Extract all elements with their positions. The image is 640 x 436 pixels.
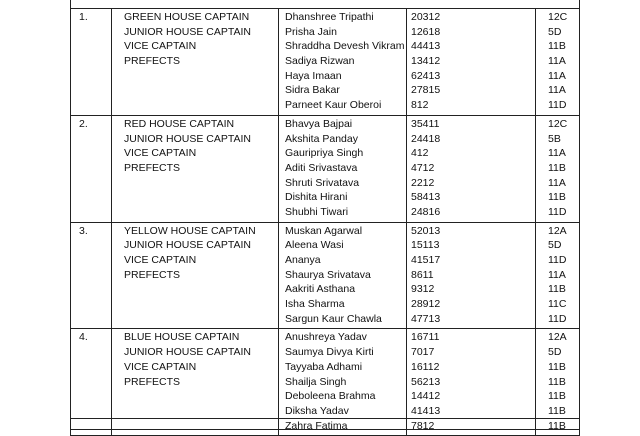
class-section: 11D [548, 99, 567, 112]
student-name: Aditi Srivastava [285, 161, 358, 174]
serial-number-cell [71, 222, 112, 329]
table-top-edge [70, 0, 580, 8]
class-section: 11B [548, 375, 566, 388]
admission-number: 35411 [411, 117, 440, 130]
student-name: Isha Sharma [285, 298, 345, 311]
admission-number: 9312 [411, 283, 435, 296]
house-group-row [71, 222, 580, 329]
class-section: 11B [548, 404, 566, 417]
student-name: Shaurya Srivatava [285, 268, 371, 281]
serial-number-cell [71, 9, 112, 116]
house-group-row [71, 115, 580, 222]
post-title: JUNIOR HOUSE CAPTAIN [124, 239, 251, 252]
admission-number: 16711 [411, 331, 440, 344]
student-name: Sargun Kaur Chawla [285, 312, 382, 325]
post-title: JUNIOR HOUSE CAPTAIN [124, 132, 251, 145]
class-section: 12C [548, 11, 568, 23]
student-name: Anushreya Yadav [285, 331, 367, 344]
admission-number: 13412 [411, 55, 441, 68]
admission-number-cell [407, 115, 536, 222]
post-title: GREEN HOUSE CAPTAIN [124, 11, 250, 23]
class-section-cell [536, 9, 580, 116]
class-section: 11B [548, 419, 566, 432]
class-section: 5D [548, 346, 562, 359]
admission-number: 24816 [411, 205, 441, 218]
admission-number: 58413 [411, 191, 441, 204]
admission-number: 41517 [411, 254, 441, 266]
class-section: 5D [548, 25, 562, 38]
student-name: Sadiya Rizwan [285, 55, 355, 68]
student-name: Parneet Kaur Oberoi [285, 99, 382, 112]
student-name: Saumya Divya Kirti [285, 346, 374, 359]
class-section: 11B [548, 360, 566, 373]
post-title: JUNIOR HOUSE CAPTAIN [124, 25, 251, 38]
admission-number: 2212 [411, 176, 435, 189]
class-section: 11C [548, 298, 567, 311]
serial-number: 3. [79, 224, 88, 237]
post-title-cell [112, 222, 279, 329]
admission-number: 44413 [411, 40, 441, 53]
admission-number: 28912 [411, 298, 441, 311]
student-name-cell [279, 222, 407, 329]
student-name: Muskan Agarwal [285, 224, 363, 237]
serial-number: 1. [79, 11, 88, 23]
post-title: PREFECTS [124, 55, 181, 68]
student-name: Gauripriya Singh [285, 147, 364, 160]
post-title: PREFECTS [124, 268, 181, 281]
post-title: VICE CAPTAIN [124, 147, 197, 160]
admission-number: 14412 [411, 390, 441, 403]
post-title: JUNIOR HOUSE CAPTAIN [124, 346, 251, 359]
admission-number: 24418 [411, 132, 441, 145]
class-section: 11B [548, 191, 566, 204]
student-name: Sidra Bakar [285, 84, 340, 97]
admission-number: 52013 [411, 224, 441, 237]
admission-number: 20312 [411, 11, 441, 23]
class-section: 11A [548, 147, 566, 160]
class-section: 11A [548, 84, 566, 97]
admission-number: 41413 [411, 404, 441, 417]
house-group-row [71, 9, 580, 116]
class-section: 11B [548, 390, 566, 403]
student-name: Zahra Fatima [285, 419, 348, 432]
student-name: Haya Imaan [285, 69, 342, 82]
student-name: Bhavya Bajpai [285, 117, 353, 130]
class-section: 12A [548, 331, 567, 344]
student-name: Shubhi Tiwari [285, 205, 349, 218]
class-section: 11D [548, 312, 567, 325]
serial-number: 2. [79, 117, 88, 130]
admission-number: 16112 [411, 360, 440, 373]
student-name: Aakriti Asthana [285, 283, 356, 296]
admission-number: 27815 [411, 84, 441, 97]
admission-number: 7812 [411, 419, 435, 432]
class-section: 5D [548, 239, 562, 252]
class-section: 12A [548, 224, 567, 237]
student-name: Dishita Hirani [285, 191, 348, 204]
next-table-edge [70, 418, 580, 430]
student-name: Diksha Yadav [285, 404, 349, 417]
admission-number: 8611 [411, 268, 434, 281]
post-title: VICE CAPTAIN [124, 254, 197, 266]
class-section: 11B [548, 283, 566, 296]
post-title-cell [112, 9, 279, 116]
admission-number: 62413 [411, 69, 441, 82]
post-title-cell [112, 115, 279, 222]
student-name-cell [279, 9, 407, 116]
post-title: VICE CAPTAIN [124, 360, 197, 373]
class-section-cell [536, 115, 580, 222]
admission-number: 412 [411, 147, 429, 160]
admission-number: 7017 [411, 346, 435, 359]
class-section: 5B [548, 132, 561, 145]
post-title: YELLOW HOUSE CAPTAIN [124, 224, 256, 237]
student-name: Shruti Srivatava [285, 176, 360, 189]
student-name-cell [279, 115, 407, 222]
post-title: RED HOUSE CAPTAIN [124, 117, 235, 130]
serial-number: 4. [79, 331, 88, 344]
admission-number: 12618 [411, 25, 441, 38]
document-page [70, 0, 580, 432]
post-title: VICE CAPTAIN [124, 40, 197, 53]
admission-number: 15113 [411, 239, 440, 252]
class-section: 11A [548, 55, 566, 68]
student-name: Shraddha Devesh Vikram [285, 40, 405, 53]
admission-number: 47713 [411, 312, 441, 325]
student-name: Prisha Jain [285, 25, 337, 38]
student-name: Aleena Wasi [285, 239, 344, 252]
class-section: 11A [548, 176, 566, 189]
student-name: Shailja Singh [285, 375, 347, 388]
post-title: BLUE HOUSE CAPTAIN [124, 331, 240, 344]
class-section: 11D [548, 205, 567, 218]
post-title: PREFECTS [124, 161, 181, 174]
student-name: Tayyaba Adhami [285, 360, 363, 373]
house-officials-table [70, 8, 580, 436]
class-section: 11A [548, 268, 566, 281]
class-section: 11A [548, 69, 566, 82]
serial-number-cell [71, 115, 112, 222]
admission-number: 812 [411, 99, 429, 112]
student-name: Ananya [285, 254, 321, 266]
admission-number: 56213 [411, 375, 441, 388]
class-section: 11D [548, 254, 567, 266]
class-section: 11B [548, 40, 566, 53]
post-title: PREFECTS [124, 375, 181, 388]
class-section-cell [536, 222, 580, 329]
class-section: 11B [548, 161, 566, 174]
student-name: Akshita Panday [285, 132, 358, 145]
admission-number: 4712 [411, 161, 435, 174]
student-name: Dhanshree Tripathi [285, 11, 374, 23]
admission-number-cell [407, 9, 536, 116]
student-name: Deboleena Brahma [285, 390, 376, 403]
class-section: 12C [548, 117, 568, 130]
admission-number-cell [407, 222, 536, 329]
